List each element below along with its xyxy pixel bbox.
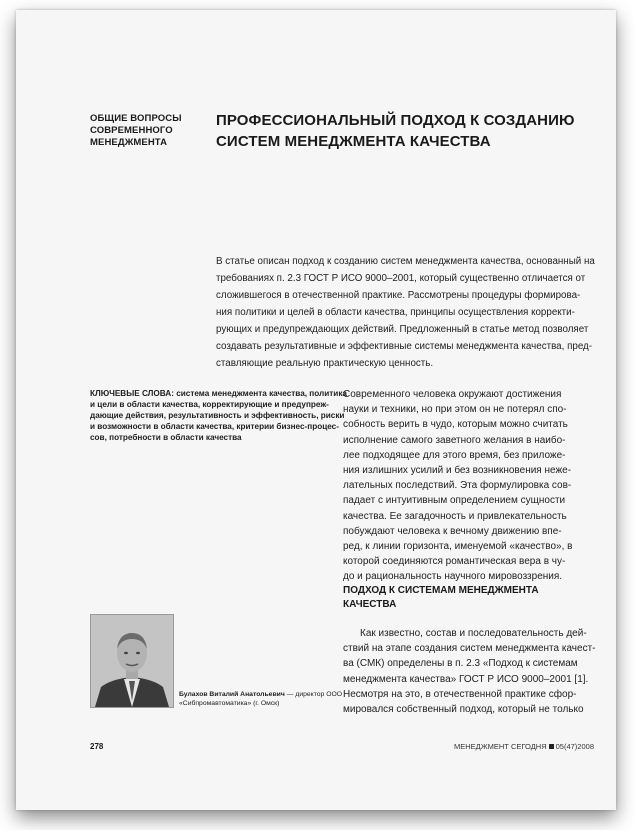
body-line: лательных последствий. Эта формулировка сов- bbox=[343, 480, 572, 492]
section-line: СОВРЕМЕННОГО bbox=[90, 125, 173, 136]
journal-footer bbox=[454, 742, 594, 751]
subhead-line: ПОДХОД К СИСТЕМАМ МЕНЕДЖМЕНТА bbox=[343, 585, 539, 596]
body-line: качества. Ее загадочность и привлекательность bbox=[343, 510, 567, 522]
section-heading bbox=[90, 113, 182, 149]
body2-line: Несмотря на это, в отечественной практике сфор- bbox=[343, 688, 577, 700]
abstract-line: ставляющие реальную практическую ценность. bbox=[216, 358, 434, 369]
abstract-line: создавать результативные и эффективные системы менеджмента качества, пред- bbox=[216, 341, 593, 352]
body-paragraph-2 bbox=[343, 626, 605, 717]
body-line: ния излишних усилий и без возникновения неже- bbox=[343, 465, 572, 477]
subsection-heading bbox=[343, 584, 605, 612]
abstract-line: сложившегося в отечественной практике. Рассмотрены процедуры формирова- bbox=[216, 290, 581, 301]
author-role: — директор ООО bbox=[284, 691, 343, 698]
body2-line: Как известно, состав и последовательность дей- bbox=[360, 628, 587, 639]
abstract-line: рующих и предупреждающих действий. Предложенный в статье метод позволяет bbox=[216, 324, 589, 335]
title-line: СИСТЕМ МЕНЕДЖМЕНТА КАЧЕСТВА bbox=[216, 133, 491, 150]
body2-line: ствий на этапе создания систем менеджмента качест- bbox=[343, 643, 596, 655]
body-line: побуждают человека к вечному движению впе- bbox=[343, 525, 562, 537]
body-line: исполнение самого заветного желания в наибо- bbox=[343, 434, 566, 446]
section-line: МЕНЕДЖМЕНТА bbox=[90, 137, 168, 148]
author-affiliation: «Сибпромавтоматика» (г. Омск) bbox=[179, 700, 280, 707]
keywords-line: сов, потребности в области качества bbox=[90, 433, 242, 442]
journal-page bbox=[16, 10, 616, 810]
page-number: 278 bbox=[90, 742, 104, 751]
body2-line: мировался собственный подход, который не только bbox=[343, 704, 584, 716]
author-portrait-icon bbox=[91, 615, 173, 707]
abstract-line: ния политики и целей в области качества, принципы осуществления корректи- bbox=[216, 307, 575, 318]
article-title bbox=[216, 110, 606, 152]
square-bullet-icon bbox=[549, 744, 554, 749]
keywords-line: КЛЮЧЕВЫЕ СЛОВА: система менеджмента качества, политика bbox=[90, 389, 347, 398]
author-caption bbox=[179, 690, 349, 708]
abstract bbox=[216, 253, 596, 372]
body-line: собность верить в чудо, которым можно считать bbox=[343, 419, 568, 431]
journal-issue: 05(47)2008 bbox=[555, 742, 594, 751]
section-line: ОБЩИЕ ВОПРОСЫ bbox=[90, 113, 182, 124]
body2-line: менеджмента качества» ГОСТ Р ИСО 9000–2001 [1]. bbox=[343, 673, 589, 685]
body-paragraph bbox=[343, 387, 605, 585]
body-line: ред, к линии горизонта, именуемой «качество», в bbox=[343, 541, 573, 553]
abstract-line: требованиях п. 2.3 ГОСТ Р ИСО 9000–2001, который существенно отличается от bbox=[216, 273, 586, 284]
keywords bbox=[90, 388, 347, 443]
keywords-line: и цели в области качества, корректирующие и предупреж- bbox=[90, 400, 329, 409]
keywords-line: и возможности в области качества, критерии бизнес-процес- bbox=[90, 422, 339, 431]
subhead-line: КАЧЕСТВА bbox=[343, 599, 397, 610]
body-line: Современного человека окружают достижения bbox=[343, 389, 562, 400]
title-line: ПРОФЕССИОНАЛЬНЫЙ ПОДХОД К СОЗДАНИЮ bbox=[216, 112, 575, 129]
body-line: науки и техники, но при этом он не потерял спо- bbox=[343, 404, 567, 416]
body-line: падает с интуитивным определением сущности bbox=[343, 495, 566, 507]
author-name: Булахов Виталий Анатольевич bbox=[179, 691, 285, 698]
abstract-line: В статье описан подход к созданию систем менеджмента качества, основанный на bbox=[216, 256, 595, 267]
body2-line: ва (СМК) определены в п. 2.3 «Подход к системам bbox=[343, 658, 578, 670]
body-line: до и рациональность научного мировоззрения. bbox=[343, 571, 563, 583]
body-line: которой соединяются романтическая вера в чу- bbox=[343, 556, 566, 568]
keywords-line: дающие действия, результативность и эффективность, риски bbox=[90, 411, 345, 420]
author-photo bbox=[90, 614, 174, 708]
journal-name: МЕНЕДЖМЕНТ СЕГОДНЯ bbox=[453, 742, 547, 751]
body-line: лее подходящее для этого время, без приложе- bbox=[343, 449, 566, 461]
author-line bbox=[179, 690, 349, 699]
